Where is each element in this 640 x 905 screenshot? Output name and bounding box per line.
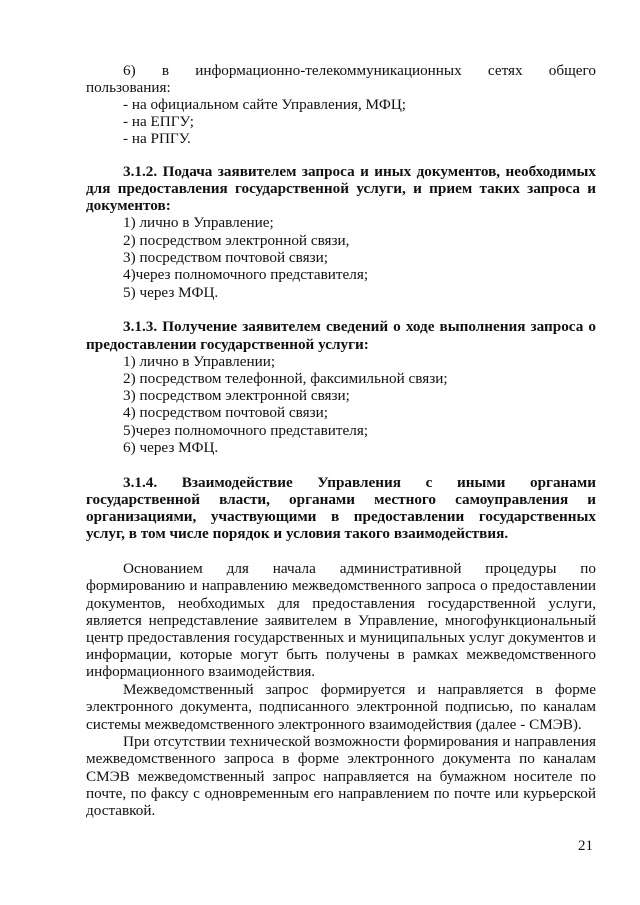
paragraph-line: доставкой. [86, 802, 156, 819]
paragraph-line: системы межведомственного электронного взаимодействия (далее - СМЭВ). [86, 716, 582, 733]
paragraph-line: информации, которые могут быть получены в рамках межведомственного [86, 646, 596, 663]
section-heading: 3.1.2. Подача заявителем запроса и иных документов, необходимых [123, 163, 596, 180]
list-item: 3) посредством почтовой связи; [123, 249, 328, 266]
list-item: 6) через МФЦ. [123, 439, 219, 456]
list-item: 1) лично в Управлении; [123, 353, 276, 370]
section-heading: 3.1.3. Получение заявителем сведений о ходе выполнения запроса о [123, 318, 596, 335]
list-item: 5)через полномочного представителя; [123, 422, 369, 439]
list-item: 3) посредством электронной связи; [123, 387, 350, 404]
list-item: 2) посредством телефонной, факсимильной связи; [123, 370, 448, 387]
section-heading: организациями, участвующими в предоставлении государственных [86, 508, 596, 525]
section-heading: государственной власти, органами местного самоуправления и [86, 491, 596, 508]
intro-line: 6) в информационно-телекоммуникационных сетях общего [123, 62, 596, 79]
section-heading: документов: [86, 197, 171, 214]
section-heading: услуг, в том числе порядок и условия такого взаимодействия. [86, 525, 509, 542]
paragraph-line: документов, необходимых для предоставления государственной услуги, [86, 595, 596, 612]
paragraph-line: Основанием для начала административной процедуры по [123, 560, 596, 577]
paragraph-line: СМЭВ межведомственный запрос направляется на бумажном носителе по [86, 768, 596, 785]
paragraph-line: информационного взаимодействия. [86, 663, 316, 680]
list-item: 4)через полномочного представителя; [123, 266, 369, 283]
paragraph-line: При отсутствии технической возможности формирования и направления [123, 733, 596, 750]
list-item: 5) через МФЦ. [123, 284, 219, 301]
paragraph-line: центр предоставления государственных и муниципальных услуг документов и [86, 629, 596, 646]
section-heading: предоставлении государственной услуги: [86, 336, 369, 353]
list-item: - на официальном сайте Управления, МФЦ; [123, 96, 407, 113]
list-item: 4) посредством почтовой связи; [123, 404, 328, 421]
paragraph-line: Межведомственный запрос формируется и направляется в форме [123, 681, 596, 698]
list-item: - на ЕПГУ; [123, 113, 194, 130]
paragraph-line: формированию и направлению межведомственного запроса о предоставлении [86, 577, 596, 594]
list-item: - на РПГУ. [123, 130, 191, 147]
list-item: 2) посредством электронной связи, [123, 232, 350, 249]
list-item: 1) лично в Управление; [123, 214, 274, 231]
section-heading: для предоставления государственной услуги, и прием таких запроса и [86, 180, 596, 197]
section-heading: 3.1.4. Взаимодействие Управления с иными органами [123, 474, 596, 491]
paragraph-line: почте, по факсу с одновременным его направлением по почте или курьерской [86, 785, 596, 802]
intro-line: пользования: [86, 79, 171, 96]
paragraph-line: межведомственного запроса в форме электронного документа по каналам [86, 750, 596, 767]
paragraph-line: электронного документа, подписанного электронной подписью, по каналам [86, 698, 596, 715]
paragraph-line: является непредставление заявителем в Управление, многофункциональный [86, 612, 596, 629]
page-number: 21 [578, 838, 593, 854]
